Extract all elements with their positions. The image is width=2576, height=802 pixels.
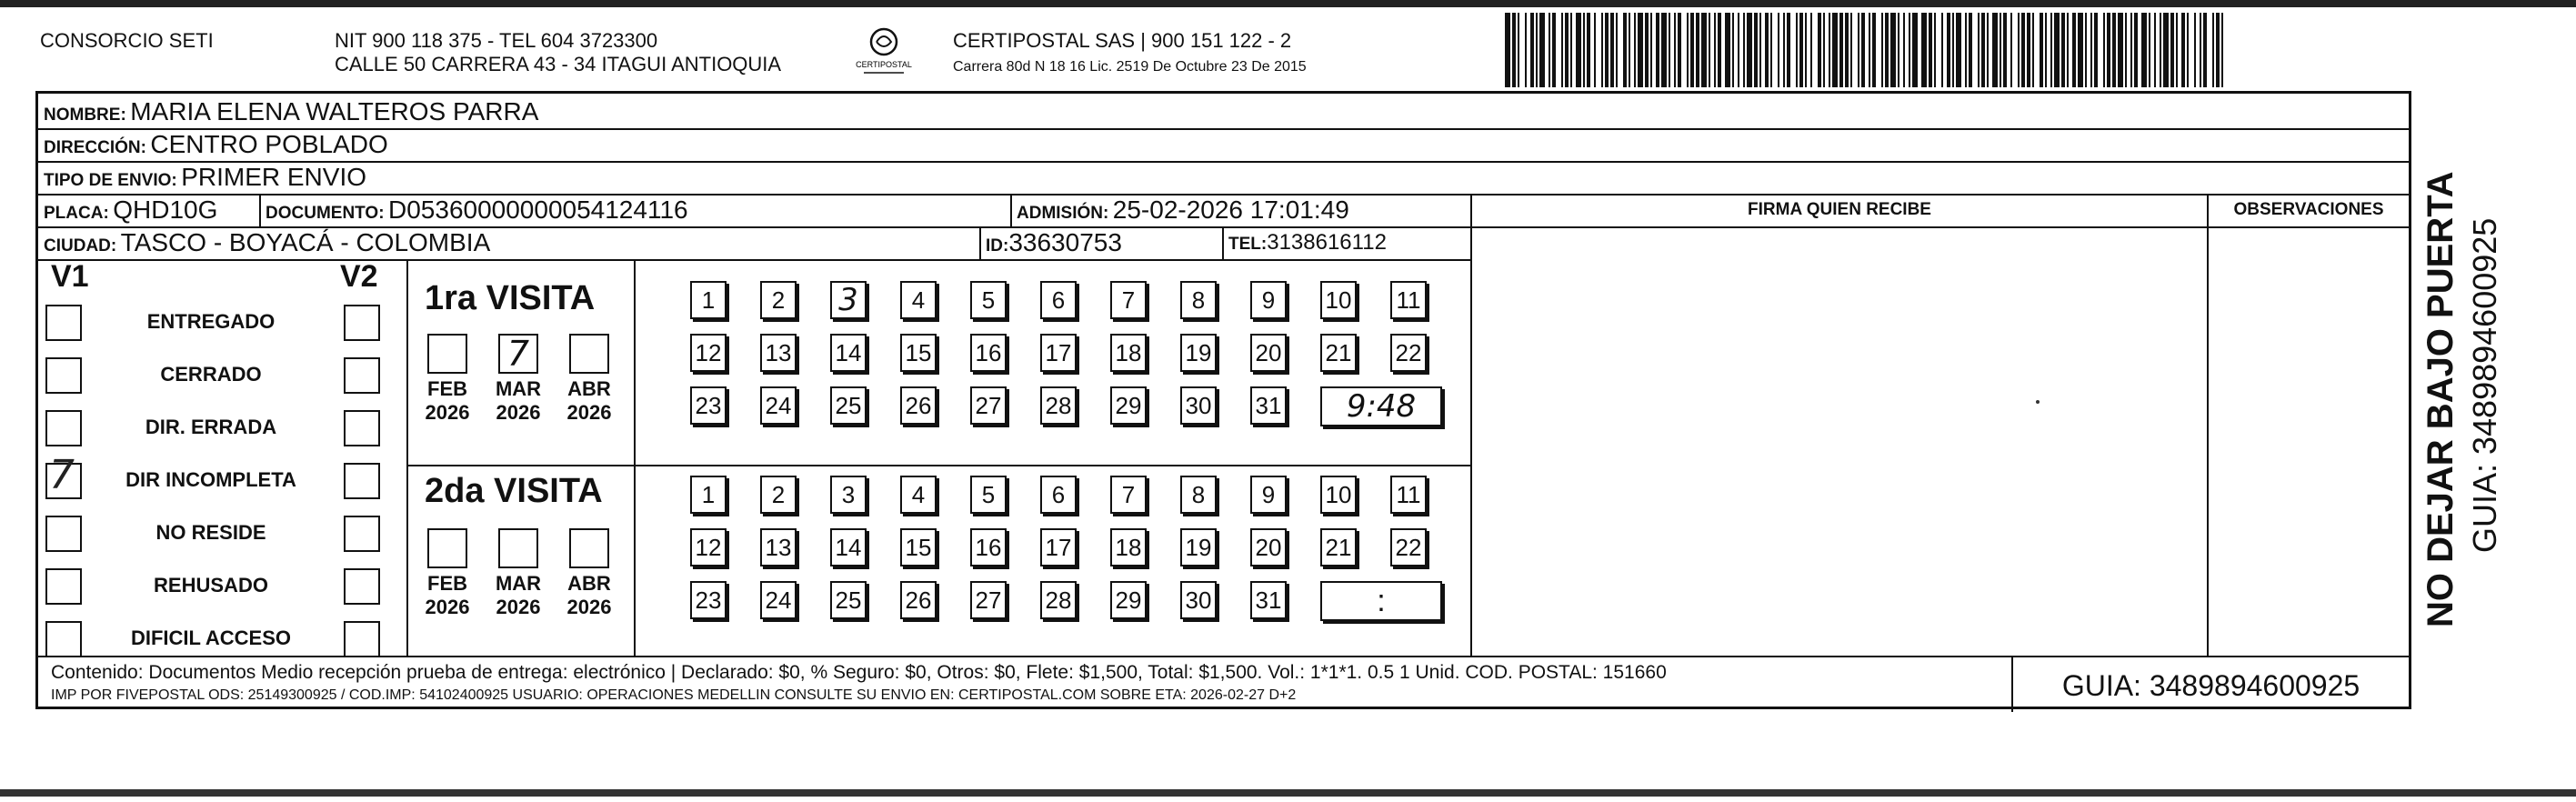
visit1-day-box[interactable]: 18	[1110, 334, 1147, 372]
visit1-day-box[interactable]: 16	[970, 334, 1007, 372]
documento-row	[266, 196, 688, 228]
visit2-day-box[interactable]: 11	[1390, 476, 1427, 514]
visit2-title: 2da VISITA	[425, 472, 603, 510]
visit1-day-box[interactable]: 14	[830, 334, 867, 372]
visit1-day-box[interactable]: 23	[690, 386, 727, 425]
visit1-day-box[interactable]: 4	[900, 281, 937, 319]
visit2-month-box[interactable]	[427, 528, 467, 568]
tipo-row	[44, 164, 366, 195]
visit2-year-label: 2026	[496, 596, 541, 618]
company-name: CONSORCIO SETI	[40, 29, 214, 52]
nombre-label: NOMBRE:	[44, 105, 126, 125]
documento-label: DOCUMENTO:	[266, 204, 385, 223]
visit2-day-box[interactable]: 3	[830, 476, 867, 514]
ciudad-value: TASCO - BOYACÁ - COLOMBIA	[120, 228, 491, 256]
direccion-row	[44, 131, 388, 163]
visit2-day-box[interactable]: 14	[830, 528, 867, 566]
status-label: DIR. ERRADA	[145, 416, 277, 438]
footer-line2: IMP POR FIVEPOSTAL ODS: 25149300925 / COD.IMP: 54102400925 USUARIO: OPERACIONES MEDELLIN CONSULTE SU ENVIO EN: CERTIPOSTAL.COM SOBRE ETA: 2026-02-27 D+2	[51, 687, 1297, 703]
barcode-bar	[2221, 13, 2223, 87]
visit2-day-box[interactable]: 16	[970, 528, 1007, 566]
nit-line: NIT 900 118 375 - TEL 604 3723300	[335, 29, 658, 52]
license-line: Carrera 80d N 18 16 Lic. 2519 De Octubre 23 De 2015	[953, 59, 1307, 75]
visit1-day-box[interactable]: 29	[1110, 386, 1147, 425]
visit1-day-box[interactable]: 20	[1250, 334, 1287, 372]
visit2-day-box[interactable]: 9	[1250, 476, 1287, 514]
visit1-day-box[interactable]: 2	[760, 281, 797, 319]
visit2-day-box[interactable]: 21	[1320, 528, 1357, 566]
visit1-day-box[interactable]: 30	[1180, 386, 1217, 425]
logo-text: CERTIPOSTAL	[856, 60, 912, 69]
visit2-day-box[interactable]: 19	[1180, 528, 1217, 566]
visit2-day-box[interactable]: 17	[1040, 528, 1077, 566]
side-warning: NO DEJAR BAJO PUERTA	[2421, 171, 2461, 627]
placa-value: QHD10G	[113, 195, 218, 224]
tel-value: 3138616112	[1267, 230, 1387, 255]
visit1-day-box[interactable]: 12	[690, 334, 727, 372]
visit1-day-box[interactable]: 6	[1040, 281, 1077, 319]
v1-checkbox[interactable]	[45, 516, 82, 552]
ciudad-label: CIUDAD:	[44, 236, 117, 256]
visit2-day-box[interactable]: 29	[1110, 581, 1147, 619]
visit1-day-box[interactable]: 24	[760, 386, 797, 425]
visit1-month-mark: 7	[506, 334, 530, 374]
visit2-year-label: 2026	[425, 596, 470, 618]
status-label: ENTREGADO	[146, 310, 276, 333]
tel-label: TEL:	[1228, 235, 1268, 254]
visit1-year-label: 2026	[566, 401, 612, 424]
side-guia: GUIA: 3489894600925	[2466, 217, 2503, 553]
form-frame	[35, 91, 2411, 709]
tipo-value: PRIMER ENVIO	[181, 163, 367, 191]
footer-line1: Contenido: Documentos Medio recepción prueba de entrega: electrónico | Declarado: $0, % Seguro: $0, Otros: $0, Flete: $1,500, Total: $1,500. Vol.: 1*1*1. 0.5 1 Unid. COD. POSTAL: 151660	[51, 662, 1667, 683]
visit2-day-box[interactable]: 31	[1250, 581, 1287, 619]
barcode	[1505, 13, 2232, 87]
visit2-day-box[interactable]: 2	[760, 476, 797, 514]
visit1-day-box[interactable]: 7	[1110, 281, 1147, 319]
visit1-day-box[interactable]: 19	[1180, 334, 1217, 372]
visit1-time-box[interactable]: 9:48	[1320, 386, 1442, 426]
visit1-day-box[interactable]: 17	[1040, 334, 1077, 372]
address-line: CALLE 50 CARRERA 43 - 34 ITAGUI ANTIOQUIA	[335, 53, 782, 75]
v2-checkbox[interactable]	[344, 410, 380, 446]
carrier-line: CERTIPOSTAL SAS | 900 151 122 - 2	[953, 29, 1292, 52]
visit2-day-box[interactable]: 13	[760, 528, 797, 566]
v2-checkbox[interactable]	[344, 568, 380, 605]
status-label: DIR INCOMPLETA	[125, 468, 296, 491]
visit1-day-box[interactable]: 11	[1390, 281, 1427, 319]
visit1-day-box[interactable]: 27	[970, 386, 1007, 425]
v2-checkbox[interactable]	[344, 305, 380, 341]
id-value: 33630753	[1008, 228, 1122, 256]
id-row	[986, 229, 1122, 261]
visit2-month-label: ABR	[567, 572, 611, 595]
visit1-day-box[interactable]: 28	[1040, 386, 1077, 425]
visit1-day-box[interactable]: 21	[1320, 334, 1357, 372]
visit2-day-box[interactable]: 25	[830, 581, 867, 619]
nombre-row	[44, 98, 538, 130]
documento-value: D05360000000054124116	[388, 195, 688, 224]
admision-label: ADMISIÓN:	[1017, 204, 1109, 223]
footer-guia: GUIA: 3489894600925	[2061, 669, 2360, 702]
visit1-day-box[interactable]: 26	[900, 386, 937, 425]
visit2-time-box[interactable]: :	[1320, 581, 1442, 621]
visit2-day-box[interactable]: 12	[690, 528, 727, 566]
visit1-day-box[interactable]: 10	[1320, 281, 1357, 319]
visit1-day-mark: 3	[838, 282, 858, 318]
visit2-month-box[interactable]	[569, 528, 609, 568]
admision-value: 25-02-2026 17:01:49	[1112, 195, 1349, 224]
v2-checkbox[interactable]	[344, 621, 380, 657]
status-label: CERRADO	[160, 363, 262, 386]
v1-checkbox[interactable]	[45, 357, 82, 394]
admision-row	[1017, 196, 1349, 228]
visit2-day-box[interactable]: 4	[900, 476, 937, 514]
visit1-year-label: 2026	[496, 401, 541, 424]
direccion-value: CENTRO POBLADO	[150, 130, 388, 158]
visit2-day-box[interactable]: 18	[1110, 528, 1147, 566]
observaciones-header: OBSERVACIONES	[2233, 200, 2384, 219]
visit2-day-box[interactable]: 5	[970, 476, 1007, 514]
visit2-day-box[interactable]: 8	[1180, 476, 1217, 514]
visit1-month-box[interactable]	[498, 334, 538, 374]
visit2-day-box[interactable]: 6	[1040, 476, 1077, 514]
direccion-label: DIRECCIÓN:	[44, 138, 146, 157]
visit1-month-label: FEB	[427, 377, 467, 400]
tipo-label: TIPO DE ENVIO:	[44, 171, 177, 190]
stray-dot	[2036, 400, 2040, 404]
visit1-day-box[interactable]: 15	[900, 334, 937, 372]
v1-check-mark: 7	[49, 452, 75, 498]
visit2-month-box[interactable]	[498, 528, 538, 568]
visit1-month-label: MAR	[495, 377, 542, 400]
v2-checkbox[interactable]	[344, 357, 380, 394]
visit1-day-box[interactable]: 13	[760, 334, 797, 372]
visit1-month-box[interactable]	[569, 334, 609, 374]
status-label: REHUSADO	[154, 574, 268, 596]
visit2-day-box[interactable]: 23	[690, 581, 727, 619]
visit1-month-label: ABR	[567, 377, 611, 400]
visit2-day-box[interactable]: 15	[900, 528, 937, 566]
visit2-day-box[interactable]: 1	[690, 476, 727, 514]
visit2-day-box[interactable]: 22	[1390, 528, 1427, 566]
certipostal-logo	[855, 25, 913, 82]
v1-checkbox[interactable]	[45, 305, 82, 341]
visit2-month-label: MAR	[495, 572, 542, 595]
visit2-year-label: 2026	[566, 596, 612, 618]
visit1-day-box[interactable]: 22	[1390, 334, 1427, 372]
visit2-day-box[interactable]: 30	[1180, 581, 1217, 619]
visit1-month-box[interactable]	[427, 334, 467, 374]
visit1-day-box[interactable]: 31	[1250, 386, 1287, 425]
visit1-title: 1ra VISITA	[425, 279, 596, 317]
visit1-day-box[interactable]: 9	[1250, 281, 1287, 319]
status-label: NO RESIDE	[155, 521, 266, 544]
v1-header: V1	[51, 259, 89, 294]
visit1-day-box[interactable]	[830, 281, 867, 319]
firma-header: FIRMA QUIEN RECIBE	[1748, 200, 1931, 219]
visit2-day-box[interactable]: 26	[900, 581, 937, 619]
bottom-border	[0, 789, 2576, 797]
v2-header: V2	[340, 259, 378, 294]
ciudad-row	[44, 229, 490, 261]
v1-checkbox[interactable]	[45, 568, 82, 605]
visit1-day-box[interactable]: 8	[1180, 281, 1217, 319]
visit1-year-label: 2026	[425, 401, 470, 424]
tel-row	[1228, 229, 1387, 259]
status-label: DIFICIL ACCESO	[130, 627, 291, 649]
visit2-day-box[interactable]: 7	[1110, 476, 1147, 514]
visit2-day-box[interactable]: 10	[1320, 476, 1357, 514]
top-border	[0, 0, 2576, 7]
visit2-day-box[interactable]: 20	[1250, 528, 1287, 566]
placa-row	[44, 196, 217, 228]
visit2-day-box[interactable]: 24	[760, 581, 797, 619]
visit2-day-box[interactable]: 28	[1040, 581, 1077, 619]
v2-checkbox[interactable]	[344, 516, 380, 552]
id-label: ID:	[986, 236, 1009, 256]
visit1-day-box[interactable]: 1	[690, 281, 727, 319]
visit2-month-label: FEB	[427, 572, 467, 595]
visit1-day-box[interactable]: 25	[830, 386, 867, 425]
nombre-value: MARIA ELENA WALTEROS PARRA	[130, 97, 539, 125]
visit1-day-box[interactable]: 5	[970, 281, 1007, 319]
visit2-day-box[interactable]: 27	[970, 581, 1007, 619]
v1-checkbox[interactable]	[45, 621, 82, 657]
placa-label: PLACA:	[44, 204, 109, 223]
v1-checkbox[interactable]	[45, 410, 82, 446]
v2-checkbox[interactable]	[344, 463, 380, 499]
